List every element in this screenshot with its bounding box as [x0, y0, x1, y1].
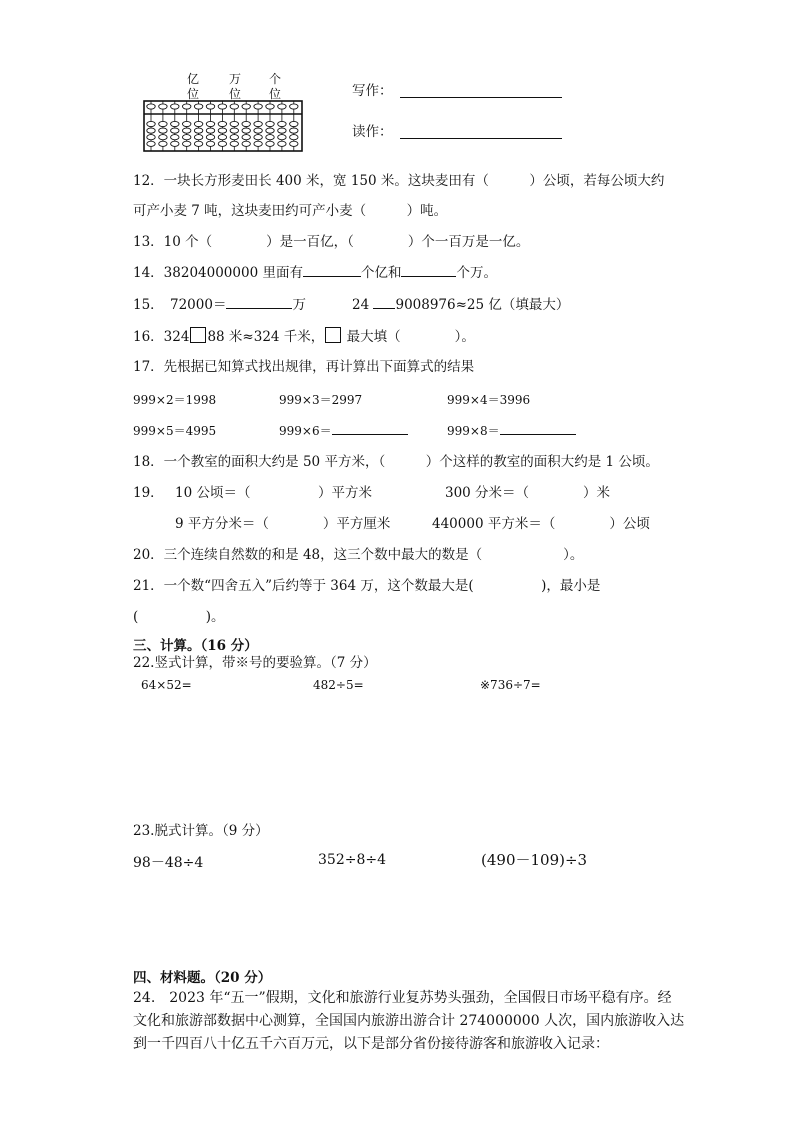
question-14-blank-2[interactable]: [401, 264, 456, 277]
question-22-item-1: 64×52=: [141, 678, 192, 692]
abacus-bead: [290, 104, 298, 109]
abacus-label-yi: 亿: [187, 72, 200, 86]
write-label: 写作：: [352, 83, 393, 99]
abacus-bead: [159, 135, 167, 140]
abacus-bead: [242, 141, 250, 146]
abacus-bead: [242, 128, 250, 133]
question-19-d: 440000 平方米＝（ ）公顷: [432, 516, 650, 532]
question-14: [133, 264, 497, 282]
abacus-bead: [278, 104, 286, 109]
question-17-eq-5-wrap: [279, 422, 408, 439]
question-15-text-c: 24: [352, 297, 370, 313]
question-19-c: 9 平方分米＝（ ）平方厘米: [175, 516, 391, 532]
abacus-bead: [147, 104, 155, 109]
abacus-bead: [206, 121, 214, 126]
abacus-bead: [159, 128, 167, 133]
abacus-bead: [194, 141, 202, 146]
abacus-frame: [143, 100, 303, 152]
question-15-blank-2[interactable]: [373, 296, 395, 309]
abacus-bead: [171, 135, 179, 140]
abacus-bead: [183, 128, 191, 133]
question-15-blank-1[interactable]: [226, 296, 292, 309]
question-19-b: 300 分米＝（ ）米: [445, 485, 611, 501]
section-3-title: 三、计算。（16 分）: [133, 638, 258, 654]
question-19-a: 10 公顷＝（ ）平方米: [175, 485, 372, 501]
question-15-text-b: 万: [292, 297, 306, 313]
question-14-blank-1[interactable]: [303, 264, 361, 277]
question-16-text-c: 最大填（ ）。: [346, 329, 475, 345]
abacus-bead: [194, 104, 202, 109]
abacus-bead: [183, 141, 191, 146]
abacus-bead: [171, 121, 179, 126]
abacus-bead: [206, 141, 214, 146]
abacus-bead: [171, 141, 179, 146]
abacus-label-wan: 万: [229, 72, 242, 86]
abacus-bead: [206, 135, 214, 140]
abacus-bead: [266, 135, 274, 140]
abacus-bead: [278, 135, 286, 140]
abacus-bead: [159, 104, 167, 109]
question-15-part-b: [352, 296, 569, 314]
abacus-bead: [206, 128, 214, 133]
question-15-number: 15．: [133, 297, 164, 313]
abacus-bead: [218, 121, 226, 126]
abacus-bead: [242, 121, 250, 126]
abacus-label-wei1: 位: [187, 87, 200, 101]
abacus-bead: [183, 104, 191, 109]
question-17-eq-6: 999×8＝: [447, 424, 500, 438]
abacus-bead: [266, 121, 274, 126]
write-answer-line[interactable]: [400, 97, 562, 98]
question-22: 22.竖式计算，带※号的要验算。（7 分）: [133, 655, 377, 671]
abacus-bead: [218, 104, 226, 109]
abacus-bead: [171, 128, 179, 133]
abacus-bead: [278, 128, 286, 133]
question-17: 17．先根据已知算式找出规律，再计算出下面算式的结果: [133, 359, 475, 375]
abacus-bead: [159, 121, 167, 126]
question-16-box-2[interactable]: [325, 327, 341, 343]
abacus-bead: [147, 121, 155, 126]
abacus-figure: [143, 70, 305, 154]
question-19-number: 19．: [133, 485, 164, 501]
abacus-label-ge: 个: [269, 72, 282, 86]
question-17-eq-5: 999×6＝: [279, 424, 332, 438]
question-14-text-c: 个万。: [456, 265, 497, 281]
abacus-bead: [194, 135, 202, 140]
read-label: 读作：: [352, 124, 393, 140]
question-17-eq-6-wrap: [447, 422, 576, 439]
question-17-eq-1: 999×2＝1998: [133, 393, 217, 407]
abacus-label-wei3: 位: [269, 87, 282, 101]
question-21-line1: 21．一个数“四舍五入”后约等于 364 万，这个数最大是( )，最小是: [133, 578, 601, 594]
abacus-bead: [218, 128, 226, 133]
abacus-bead: [183, 135, 191, 140]
abacus-bead: [147, 135, 155, 140]
abacus-bead: [290, 121, 298, 126]
question-23-item-2: 352÷8÷4: [318, 852, 386, 868]
abacus-bead: [218, 141, 226, 146]
abacus-bead: [230, 135, 238, 140]
question-24-line3: 到一千四百八十亿五千六百万元，以下是部分省份接待游客和旅游收入记录：: [133, 1036, 609, 1052]
abacus-bead: [171, 104, 179, 109]
question-15-text-d: 9008976≈25 亿（填最大）: [395, 297, 570, 313]
question-12-line1: 12．一块长方形麦田长 400 米，宽 150 米。这块麦田有（ ）公顷，若每公顷大约: [133, 173, 665, 189]
abacus-bead: [159, 141, 167, 146]
question-24-line1: 24. 2023 年“五一”假期，文化和旅游行业复苏势头强劲，全国假日市场平稳有序。经: [133, 990, 672, 1006]
abacus-bead: [254, 121, 262, 126]
abacus-bead: [218, 135, 226, 140]
abacus-label-wei2: 位: [229, 87, 242, 101]
question-17-blank-1[interactable]: [332, 422, 408, 435]
question-16: [133, 327, 475, 346]
question-21-line2: ( )。: [133, 609, 225, 625]
question-14-text-a: 14．38204000000 里面有: [133, 265, 303, 281]
abacus-bead: [230, 121, 238, 126]
question-23-item-1: 98－48÷4: [133, 855, 204, 871]
abacus-bead: [194, 128, 202, 133]
question-16-box-1[interactable]: [190, 327, 206, 343]
abacus-bead: [290, 141, 298, 146]
abacus-bead: [254, 128, 262, 133]
abacus-bead: [266, 141, 274, 146]
abacus-bead: [290, 128, 298, 133]
question-17-eq-3: 999×4＝3996: [447, 393, 531, 407]
question-22-item-3: ※736÷7=: [480, 678, 541, 692]
question-18: 18．一个教室的面积大约是 50 平方米，（ ）个这样的教室的面积大约是 1 公顷。: [133, 454, 659, 470]
question-14-text-b: 个亿和: [360, 265, 402, 281]
question-15-text-a: 72000＝: [170, 297, 227, 313]
question-22-item-2: 482÷5=: [313, 678, 364, 692]
abacus-bead: [266, 104, 274, 109]
abacus-bead: [278, 141, 286, 146]
question-20: 20．三个连续自然数的和是 48，这三个数中最大的数是（ ）。: [133, 547, 584, 563]
question-17-blank-2[interactable]: [500, 422, 576, 435]
abacus-bead: [230, 104, 238, 109]
question-12-line2: 可产小麦 7 吨，这块麦田约可产小麦（ ）吨。: [133, 203, 448, 219]
section-4-title: 四、材料题。（20 分）: [133, 970, 272, 986]
question-15-part-a: [170, 296, 306, 314]
abacus-bead: [147, 141, 155, 146]
question-13: 13．10 个（ ）是一百亿，（ ）个一百万是一亿。: [133, 234, 530, 250]
abacus-bead: [147, 128, 155, 133]
question-17-eq-2: 999×3＝2997: [279, 393, 363, 407]
abacus-bead: [242, 104, 250, 109]
abacus-bead: [254, 104, 262, 109]
abacus-bead: [278, 121, 286, 126]
question-17-eq-4: 999×5＝4995: [133, 424, 217, 438]
abacus-bead: [266, 128, 274, 133]
abacus-bead: [206, 104, 214, 109]
abacus-bead: [183, 121, 191, 126]
question-24-line2: 文化和旅游部数据中心测算，全国国内旅游出游合计 274000000 人次，国内旅游收入达: [133, 1013, 685, 1029]
question-16-text-a: 16．324: [133, 329, 190, 345]
question-16-text-b: 88 米≈324 千米，: [207, 329, 325, 345]
abacus-bead: [254, 135, 262, 140]
abacus-bead: [242, 135, 250, 140]
abacus-bead: [194, 121, 202, 126]
abacus-bead: [230, 141, 238, 146]
abacus-bead: [230, 128, 238, 133]
abacus-bead: [290, 135, 298, 140]
question-23-item-3: (490－109)÷3: [481, 851, 588, 869]
abacus-bead: [254, 141, 262, 146]
question-23: 23.脱式计算。（9 分）: [133, 823, 269, 839]
read-answer-line[interactable]: [400, 138, 562, 139]
